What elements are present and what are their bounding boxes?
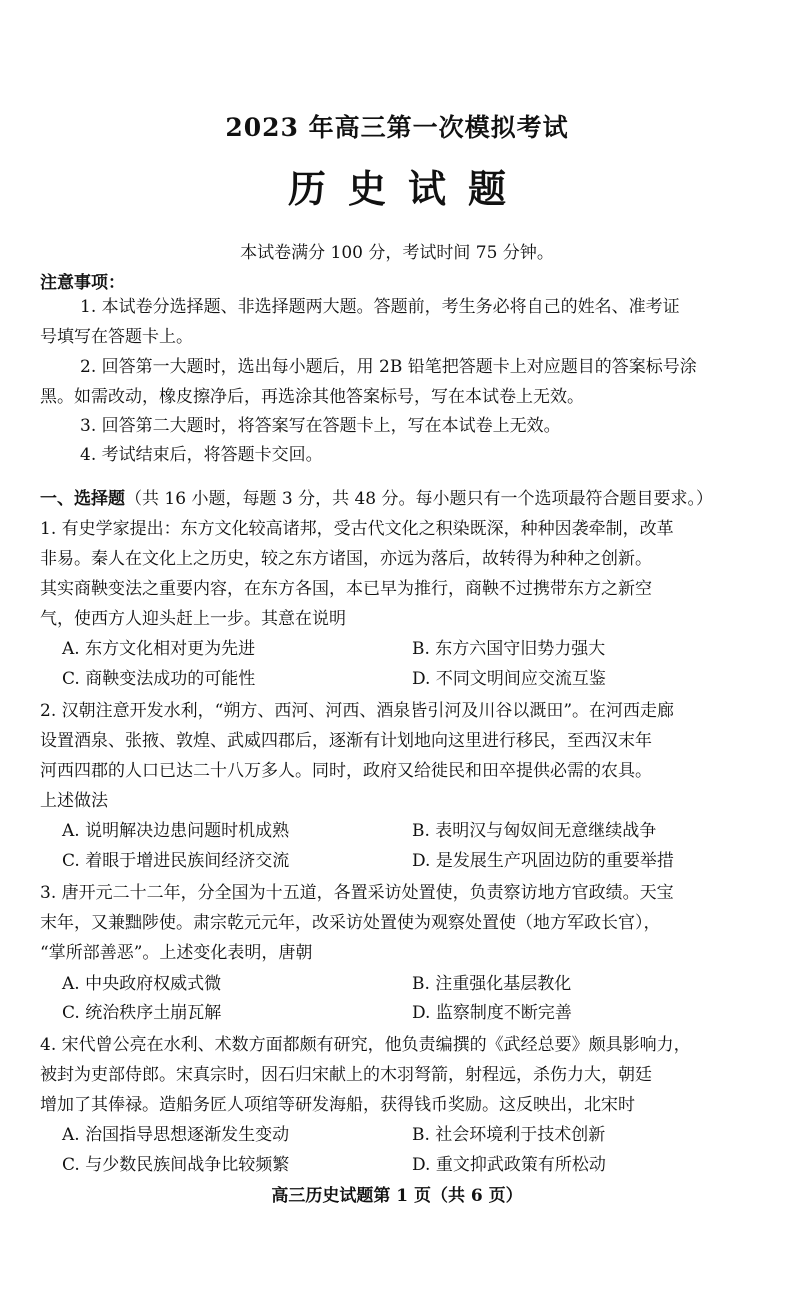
question-stem-line: 上述做法 bbox=[40, 791, 108, 811]
option-b: B. 东方六国守旧势力强大 bbox=[412, 639, 606, 659]
question-stem-line: 3. 唐开元二十二年，分全国为十五道，各置采访处置使，负责察访地方官政绩。天宝 bbox=[40, 883, 674, 903]
question-stem-line: 非易。秦人在文化上之历史，较之东方诸国，亦远为落后，故转得为种种之创新。 bbox=[40, 549, 652, 569]
question-stem-line: 增加了其俸禄。造船务匠人项绾等研发海船，获得钱币奖励。这反映出，北宋时 bbox=[40, 1095, 635, 1115]
subject-title: 历史试题 bbox=[287, 166, 528, 211]
question-stem-line: 河西四郡的人口已达二十八万多人。同时，政府又给徙民和田卒提供必需的农具。 bbox=[40, 761, 652, 781]
option-a: A. 说明解决边患问题时机成熟 bbox=[62, 821, 290, 841]
notice-line: 3. 回答第二大题时，将答案写在答题卡上，写在本试卷上无效。 bbox=[80, 416, 561, 436]
notice-line: 1. 本试卷分选择题、非选择题两大题。答题前，考生务必将自己的姓名、准考证 bbox=[80, 297, 680, 317]
section-heading bbox=[40, 488, 713, 510]
notice-line: 4. 考试结束后，将答题卡交回。 bbox=[80, 445, 323, 465]
question-stem-line: 其实商鞅变法之重要内容，在东方各国，本已早为推行，商鞅不过携带东方之新空 bbox=[40, 579, 652, 599]
option-d: D. 是发展生产巩固边防的重要举措 bbox=[412, 851, 674, 871]
option-b: B. 表明汉与匈奴间无意继续战争 bbox=[412, 821, 657, 841]
option-c: C. 着眼于增进民族间经济交流 bbox=[62, 851, 290, 871]
question-stem-line: 4. 宋代曾公亮在水利、术数方面都颇有研究，他负责编撰的《武经总要》颇具影响力， bbox=[40, 1035, 691, 1055]
option-c: C. 商鞅变法成功的可能性 bbox=[62, 669, 256, 689]
option-a: A. 中央政府权威式微 bbox=[62, 974, 222, 994]
question-stem-line: 设置酒泉、张掖、敦煌、武威四郡后，逐渐有计划地向这里进行移民，至西汉末年 bbox=[40, 731, 652, 751]
option-b: B. 社会环境利于技术创新 bbox=[412, 1125, 606, 1145]
option-c: C. 与少数民族间战争比较频繁 bbox=[62, 1155, 290, 1175]
option-d: D. 不同文明间应交流互鉴 bbox=[412, 669, 606, 689]
exam-title: 2023 年高三第一次模拟考试 bbox=[225, 113, 569, 142]
option-a: A. 东方文化相对更为先进 bbox=[62, 639, 256, 659]
section-heading-prefix: 一、选择题 bbox=[40, 489, 125, 509]
notice-line: 号填写在答题卡上。 bbox=[40, 327, 193, 347]
option-a: A. 治国指导思想逐渐发生变动 bbox=[62, 1125, 290, 1145]
page-footer: 高三历史试题第 1 页（共 6 页） bbox=[271, 1186, 523, 1206]
section-heading-rest: （共 16 小题，每题 3 分，共 48 分。每小题只有一个选项最符合题目要求。） bbox=[125, 489, 714, 509]
question-stem-line: 气，使西方人迎头赶上一步。其意在说明 bbox=[40, 609, 346, 629]
question-stem-line: “掌所部善恶”。上述变化表明，唐朝 bbox=[40, 943, 313, 963]
notice-line: 2. 回答第一大题时，选出每小题后，用 2B 铅笔把答题卡上对应题目的答案标号涂 bbox=[80, 357, 697, 377]
question-stem-line: 被封为吏部侍郎。宋真宗时，因石归宋献上的木羽弩箭，射程远，杀伤力大，朝廷 bbox=[40, 1065, 652, 1085]
option-d: D. 重文抑武政策有所松动 bbox=[412, 1155, 606, 1175]
question-stem-line: 2. 汉朝注意开发水利，“朔方、西河、河西、酒泉皆引河及川谷以溉田”。在河西走廊 bbox=[40, 701, 675, 721]
notice-line: 黑。如需改动，橡皮擦净后，再选涂其他答案标号，写在本试卷上无效。 bbox=[40, 387, 584, 407]
question-stem-line: 末年，又兼黜陟使。肃宗乾元元年，改采访处置使为观察处置使（地方军政长官）， bbox=[40, 913, 661, 933]
question-stem-line: 1. 有史学家提出：东方文化较高诸邦，受古代文化之积染既深，种种因袭牵制，改革 bbox=[40, 519, 674, 539]
option-b: B. 注重强化基层教化 bbox=[412, 974, 572, 994]
score-time-note: 本试卷满分 100 分，考试时间 75 分钟。 bbox=[240, 243, 554, 263]
option-c: C. 统治秩序土崩瓦解 bbox=[62, 1003, 222, 1023]
option-d: D. 监察制度不断完善 bbox=[412, 1003, 572, 1023]
notice-heading: 注意事项： bbox=[40, 273, 125, 293]
